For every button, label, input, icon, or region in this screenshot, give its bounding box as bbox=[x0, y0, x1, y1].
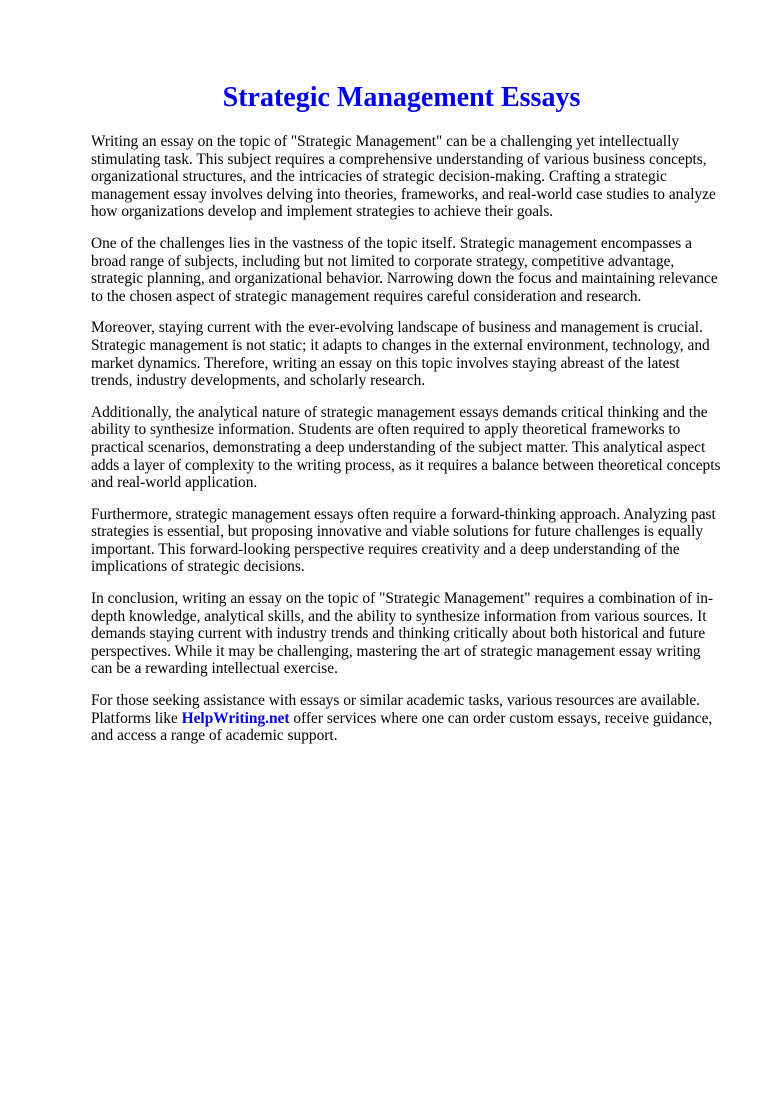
helpwriting-link[interactable]: HelpWriting.net bbox=[181, 709, 290, 727]
closing-text-after: offer services where one can order custom essays, receive guidance, and access a range of academic support. bbox=[91, 709, 713, 745]
paragraph-intro: Writing an essay on the topic of "Strategic Management" can be a challenging yet intellectually stimulating task. This subject requires a comprehensive understanding of various business concepts, organizational structures, and the intricacies of strategic decision-making. Crafting a strategic management essay involves delving into theories, frameworks, and real-world case studies to analyze how organizations develop and implement strategies to achieve their goals. bbox=[91, 133, 716, 221]
page-title: Strategic Management Essays bbox=[222, 82, 581, 113]
paragraph-closing bbox=[91, 692, 723, 745]
paragraph-challenges: One of the challenges lies in the vastness of the topic itself. Strategic management encompasses a broad range of subjects, including but not limited to corporate strategy, competitive advantage, strategic planning, and organizational behavior. Narrowing down the focus and maintaining relevance to the chosen aspect of strategic management requires careful consideration and research. bbox=[91, 234, 718, 305]
paragraph-analytical: Additionally, the analytical nature of strategic management essays demands critical thinking and the ability to synthesize information. Students are often required to apply theoretical frameworks to practical scenarios, demonstrating a deep understanding of the subject matter. This analytical aspect adds a layer of complexity to the writing process, as it requires a balance between theoretical concepts and real-world application. bbox=[91, 403, 721, 492]
paragraph-staying-current: Moreover, staying current with the ever-evolving landscape of business and management is crucial. Strategic management is not static; it adapts to changes in the external environment, technology, and market dynamics. Therefore, writing an essay on this topic involves staying abreast of the latest trends, industry developments, and scholarly research. bbox=[91, 319, 710, 390]
paragraph-forward-thinking: Furthermore, strategic management essays often require a forward-thinking approach. Analyzing past strategies is essential, but proposing innovative and viable solutions for future challenges is equally important. This forward-looking perspective requires creativity and a deep understanding of the implications of strategic decisions. bbox=[91, 505, 716, 576]
document-page bbox=[0, 82, 768, 1106]
paragraph-conclusion: In conclusion, writing an essay on the topic of "Strategic Management" requires a combination of in-depth knowledge, analytical skills, and the ability to synthesize information from various sources. It demands staying current with industry trends and thinking critically about both historical and future perspectives. While it may be challenging, mastering the art of strategic management essay writing can be a rewarding intellectual exercise. bbox=[91, 590, 714, 678]
closing-text-before: For those seeking assistance with essays or similar academic tasks, various resources are available. Platforms like bbox=[91, 692, 701, 727]
document-body bbox=[91, 133, 723, 745]
